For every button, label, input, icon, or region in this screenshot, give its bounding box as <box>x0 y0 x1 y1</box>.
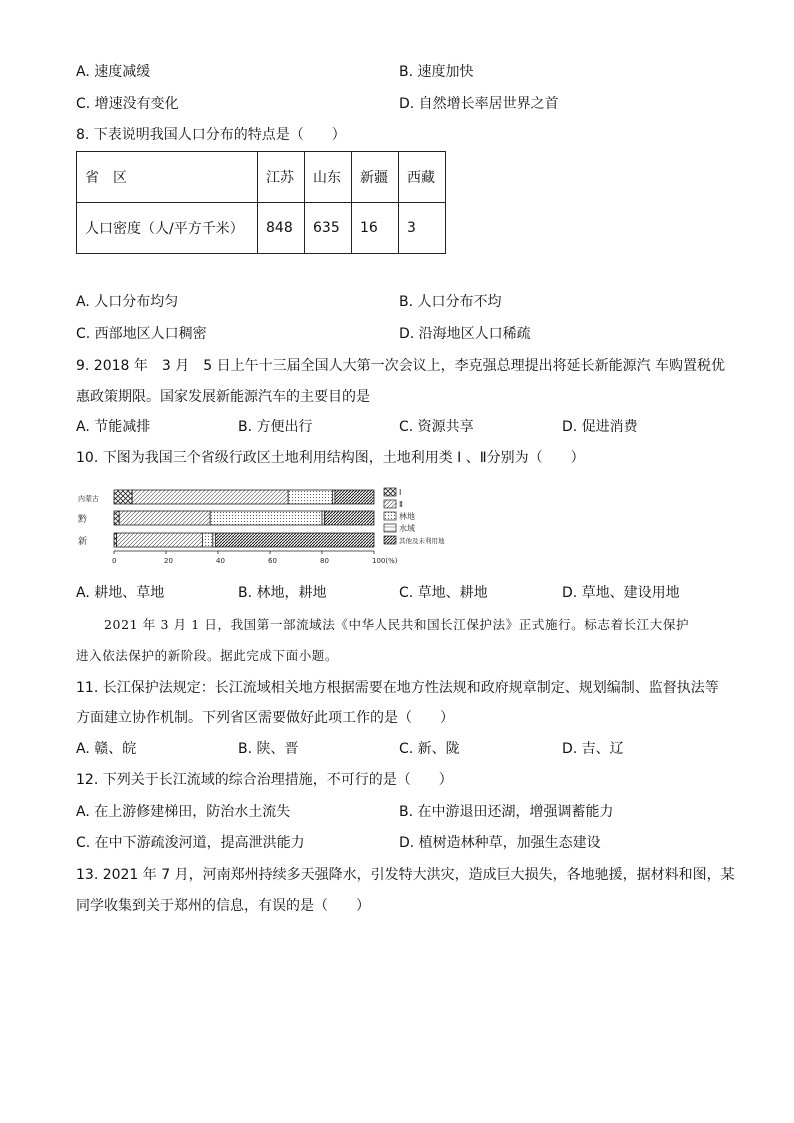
q8-stem: 8. 下表说明我国人口分布的特点是（ ） <box>76 127 346 143</box>
x-tick-label: 80 <box>320 557 329 565</box>
bar-segment <box>132 490 288 504</box>
bar-segment <box>210 511 322 525</box>
q10-option-a: A. 耕地、草地 <box>76 585 165 601</box>
legend-swatch <box>384 536 396 544</box>
legend <box>384 488 445 545</box>
q11-stem-line2: 方面建立协作机制。下列省区需要做好此项工作的是（ ） <box>76 710 454 726</box>
q7-option-d: D. 自然增长率居世界之首 <box>399 96 559 112</box>
legend-swatch <box>384 524 396 532</box>
table-header-row <box>77 152 446 203</box>
x-tick-label: 40 <box>216 557 225 565</box>
bar-segment <box>114 511 119 525</box>
table-row <box>77 203 446 254</box>
bar-segment <box>114 490 132 504</box>
legend-label: 林地 <box>399 512 415 521</box>
table-cell: 江苏 <box>258 152 305 203</box>
q11-option-c: C. 新、陇 <box>399 741 460 757</box>
category-label: 黔 <box>78 515 88 525</box>
land-use-chart <box>78 481 478 567</box>
material-line1: 2021 年 3 月 1 日，我国第一部流域法《中华人民共和国长江保护法》正式施行。标志着长江大保护 <box>104 617 690 632</box>
q9-stem-line1: 9. 2018 年 3 月 5 日上午十三届全国人大第一次会议上，李克强总理提出将延长新能源汽 车购置税优 <box>76 358 726 374</box>
q10-stem: 10. 下图为我国三个省级行政区土地利用结构图，土地利用类 Ⅰ 、Ⅱ分别为（ ） <box>76 450 585 466</box>
q12-option-b: B. 在中游退田还湖，增强调蓄能力 <box>399 804 614 820</box>
q11-option-a: A. 赣、皖 <box>76 741 137 757</box>
table-cell: 848 <box>258 203 305 254</box>
population-density-table <box>76 151 446 254</box>
q9-option-c: C. 资源共享 <box>399 419 474 435</box>
legend-swatch <box>384 512 396 520</box>
q7-option-a: A. 速度减缓 <box>76 64 151 80</box>
bar-segment <box>202 533 212 547</box>
table-cell: 3 <box>399 203 446 254</box>
table-cell: 635 <box>305 203 352 254</box>
q10-option-b: B. 林地，耕地 <box>238 585 327 601</box>
q7-option-b: B. 速度加快 <box>399 64 474 80</box>
material-line2: 进入依法保护的新阶段。据此完成下面小题。 <box>76 648 339 663</box>
q8-option-a: A. 人口分布均匀 <box>76 294 179 310</box>
x-axis <box>112 551 398 565</box>
bar-segment <box>288 490 332 504</box>
bar-segment <box>119 511 210 525</box>
table-cell: 16 <box>352 203 399 254</box>
q12-option-c: C. 在中下游疏浚河道，提高泄洪能力 <box>76 835 305 851</box>
legend-swatch <box>384 500 396 508</box>
bar-segment <box>325 511 374 525</box>
legend-label: 水域 <box>399 524 415 533</box>
table-cell: 人口密度（人/平方千米） <box>77 203 258 254</box>
table-cell: 山东 <box>305 152 352 203</box>
q12-option-d: D. 植树造林种草，加强生态建设 <box>399 835 601 851</box>
q10-option-d: D. 草地、建设用地 <box>562 585 680 601</box>
x-tick-label: 100(%) <box>372 557 398 565</box>
table-cell: 西藏 <box>399 152 446 203</box>
x-tick-label: 60 <box>268 557 277 565</box>
q10-option-c: C. 草地、耕地 <box>399 585 488 601</box>
q9-option-d: D. 促进消费 <box>562 419 638 435</box>
bar-segment <box>215 533 374 547</box>
q12-stem: 12. 下列关于长江流域的综合治理措施，不可行的是（ ） <box>76 772 453 788</box>
category-label: 内蒙古 <box>78 495 99 503</box>
x-tick-label: 20 <box>164 557 173 565</box>
q13-stem-line1: 13. 2021 年 7 月，河南郑州持续多天强降水，引发特大洪灾，造成巨大损失，各地驰援，据材料和图，某 <box>76 867 735 883</box>
q8-option-c: C. 西部地区人口稠密 <box>76 326 207 342</box>
q11-option-b: B. 陕、晋 <box>238 741 299 757</box>
legend-label: Ⅱ <box>399 500 403 509</box>
bar-segment <box>335 490 374 504</box>
q8-option-b: B. 人口分布不均 <box>399 294 502 310</box>
q9-stem-line2: 惠政策期限。国家发展新能源汽车的主要目的是 <box>76 389 370 405</box>
q9-option-a: A. 节能减排 <box>76 419 151 435</box>
bar-group <box>78 490 374 547</box>
legend-label: Ⅰ <box>399 488 402 497</box>
table-cell: 省 区 <box>77 152 258 203</box>
q11-stem-line1: 11. 长江保护法规定：长江流域相关地方根据需要在地方性法规和政府规章制定、规划编制、监督执法等 <box>76 680 719 696</box>
q13-stem-line2: 同学收集到关于郑州的信息，有误的是（ ） <box>76 898 370 914</box>
q8-option-d: D. 沿海地区人口稀疏 <box>399 326 531 342</box>
q11-option-d: D. 吉、辽 <box>562 741 624 757</box>
q12-option-a: A. 在上游修建梯田，防治水土流失 <box>76 804 291 820</box>
category-label: 新 <box>78 537 88 547</box>
table-cell: 新疆 <box>352 152 399 203</box>
q9-option-b: B. 方便出行 <box>238 419 313 435</box>
x-tick-label: 0 <box>112 557 117 565</box>
bar-segment <box>117 533 203 547</box>
legend-label: 其他及未利用地 <box>399 537 445 545</box>
q7-option-c: C. 增速没有变化 <box>76 96 179 112</box>
legend-swatch <box>384 488 396 496</box>
